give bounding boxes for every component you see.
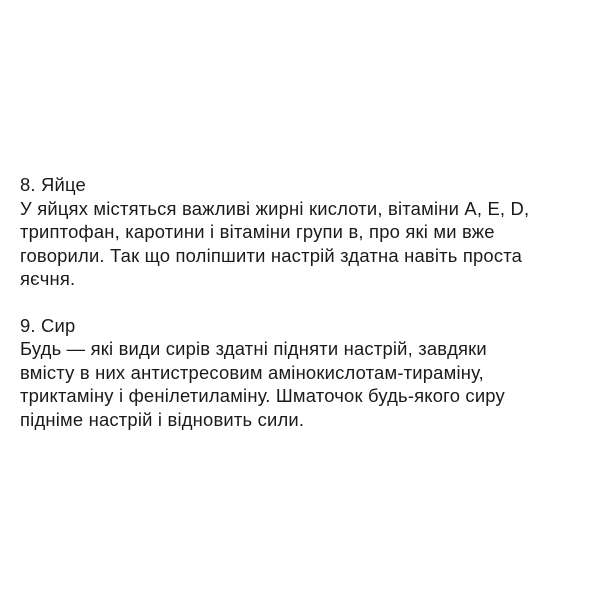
section-title: 8. Яйце bbox=[20, 174, 86, 195]
paragraph-line: вмісту в них антистресовим амінокислотам-тираміну, bbox=[20, 361, 484, 383]
paragraph-line: Будь — які види сирів здатні підняти настрій, завдяки bbox=[20, 338, 487, 359]
article-text bbox=[20, 173, 600, 431]
paragraph-line: триктаміну і фенілетиламіну. Шматочок будь-якого сиру bbox=[20, 385, 505, 406]
paragraph-line: яєчня. bbox=[20, 268, 76, 289]
section-cheese bbox=[20, 314, 600, 432]
section-egg bbox=[20, 173, 600, 291]
paragraph-line: триптофан, каротини і вітаміни групи в, про які ми вже bbox=[20, 221, 495, 242]
section-title: 9. Сир bbox=[20, 314, 76, 336]
paragraph-line: У яйцях містяться важливі жирні кислоти, вітаміни A, E, D, bbox=[20, 197, 530, 219]
paragraph-line: говорили. Так що поліпшити настрій здатна навіть проста bbox=[20, 244, 523, 266]
paragraph-line: підніме настрій і відновить сили. bbox=[20, 408, 305, 430]
